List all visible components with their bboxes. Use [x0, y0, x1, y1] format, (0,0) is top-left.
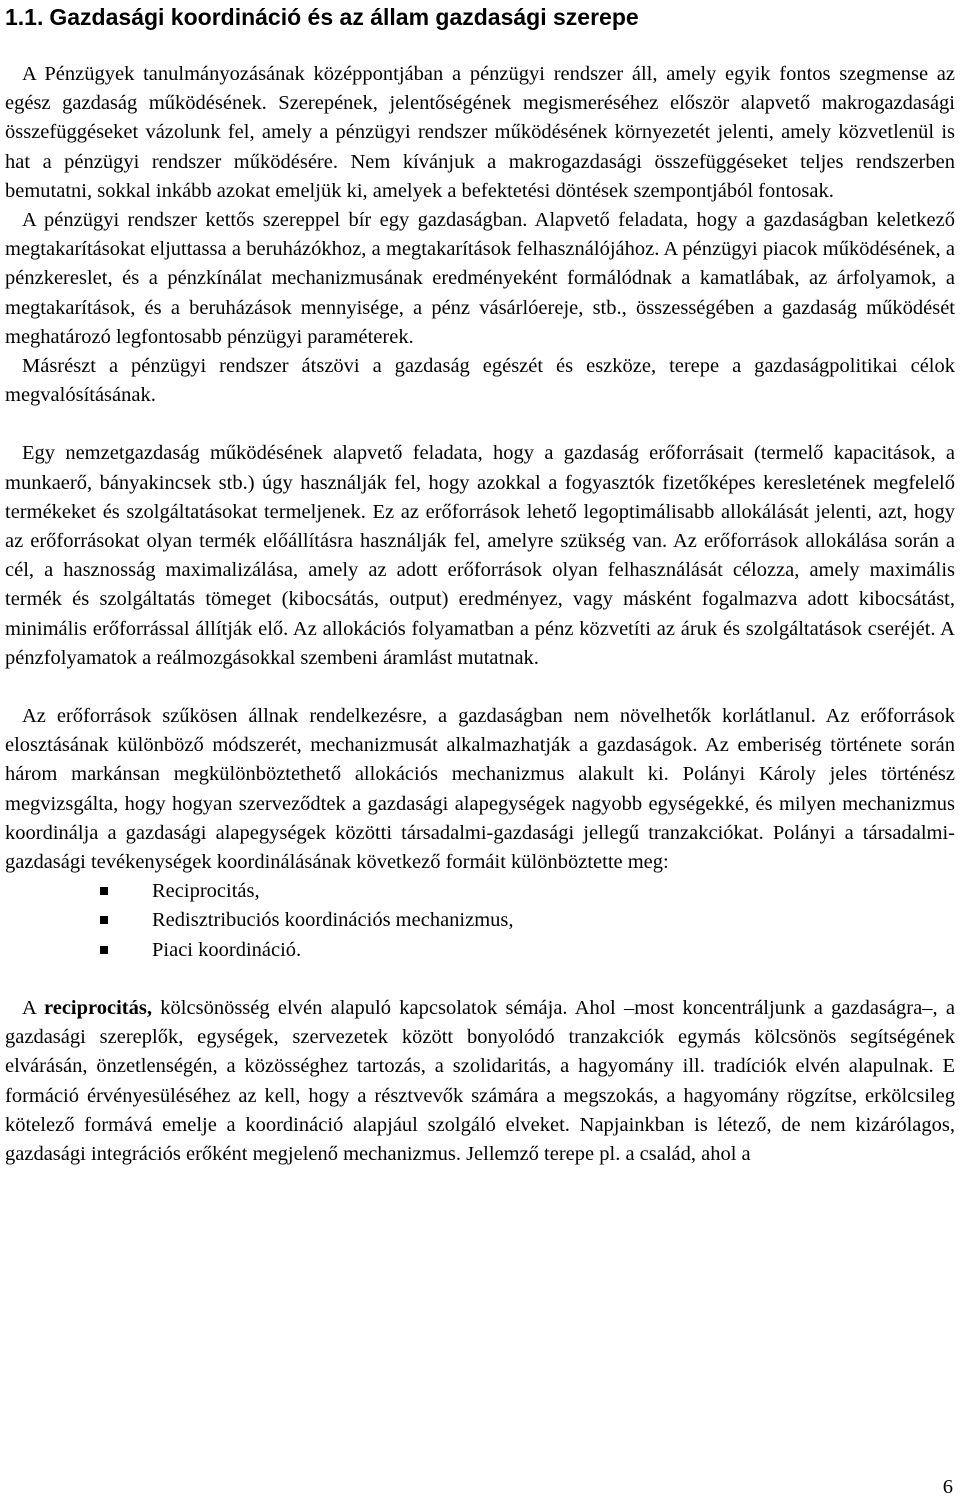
- coordination-forms-list: [5, 877, 955, 965]
- section-title: Gazdasági koordináció és az állam gazdasági szerepe: [49, 4, 639, 30]
- section-heading: [5, 0, 955, 32]
- paragraph-coordination-forms: Az erőforrások szűkösen állnak rendelkezésre, a gazdaságban nem növelhetők korlátlanul. Az erőforrások elosztásának különböző módszerét, mechanizmusát alkalmazhatják a gazdaságok. Az emberiség története során három markánsan megkülönböztethető allokációs mechanizmus alakult ki. Polányi Károly jeles történész megvizsgálta, hogy hogyan szerveződtek a gazdasági alapegységek nagyobb egységekké, és milyen mechanizmus koordinálja a gazdasági alapegységek közötti társadalmi-gazdasági jellegű tranzakciókat. Polányi a társadalmi-gazdasági tevékenységek koordinálásának következő formáit különböztette meg:: [5, 705, 955, 874]
- reciprocity-text: kölcsönösség elvén alapuló kapcsolatok sémája. Ahol –most koncentráljunk a gazdaságra–, a gazdasági szereplők, egységek, szervezetek között bonyolódó tranzakciók egymás kölcsönös segítségének elvárásán, önzetlenségén, a közösséghez tartozás, a szolidaritás, a hagyomány ill. tradíciók elvén alapulnak. E formáció érvényesüléséhez az kell, hogy a résztvevők számára a megszokás, a hagyomány rögzítse, erkölcsileg kötelező formává emelje a koordináció alapjául szolgáló elveket. Napjainkban is létező, de nem kizárólagos, gazdasági integrációs erőként megjelenő mechanizmus. Jellemző terepe pl. a család, ahol a: [5, 996, 955, 1165]
- list-item: [5, 906, 955, 935]
- list-item: [5, 936, 955, 965]
- section-number: 1.1.: [5, 4, 44, 30]
- square-bullet-icon: [100, 916, 108, 924]
- reciprocity-intro: A: [22, 996, 44, 1019]
- list-item-text: Piaci koordináció.: [152, 938, 302, 961]
- paragraph-reciprocity: [5, 994, 955, 1169]
- paragraph-intro: A Pénzügyek tanulmányozásának középpontjában a pénzügyi rendszer áll, amely egyik fontos szegmense az egész gazdaság működésének. Szerepének, jelentőségének megismeréséhez először alapvető makrogazdasági összefüggéseket vázolunk fel, amely a pénzügyi rendszer működésének környezetét jelenti, amely közvetlenül is hat a pénzügyi rendszer működésére. Nem kívánjuk a makrogazdasági összefüggéseket teljes rendszerben bemutatni, sokkal inkább azokat emeljük ki, amelyek a befektetési döntések szempontjából fontosak.: [5, 63, 955, 202]
- list-item-text: Reciprocitás,: [152, 880, 260, 903]
- list-item-text: Redisztribuciós koordinációs mechanizmus,: [152, 909, 514, 932]
- paragraph-policy-tool: Másrészt a pénzügyi rendszer átszövi a gazdaság egészét és eszköze, terepe a gazdaságpolitikai célok megvalósításának.: [5, 355, 955, 407]
- paragraph-allocation: Egy nemzetgazdaság működésének alapvető feladata, hogy a gazdaság erőforrásait (termelő kapacitások, a munkaerő, bányakincsek stb.) úgy használják fel, hogy azokkal a fogyasztók fizetőképes keresletének megfelelő termékeket és szolgáltatásokat termeljenek. Ez az erőforrások lehető legoptimálisabb allokálását jelenti, azt, hogy az erőforrásokat olyan termék előállításra használják fel, amelyre szükség van. Az erőforrások allokálása során a cél, a hasznosság maximalizálása, amely az adott erőforrások olyan felhasználását célozza, amely maximális termék és szolgáltatás tömeget (kibocsátás, output) eredményez, vagy másként fogalmazva adott kibocsátást, minimális erőforrással állítják elő. Az allokációs folyamatban a pénz közvetíti az áruk és szolgáltatások cseréjét. A pénzfolyamatok a reálmozgásokkal szembeni áramlást mutatnak.: [5, 442, 955, 669]
- paragraph-dual-role: A pénzügyi rendszer kettős szereppel bír egy gazdaságban. Alapvető feladata, hogy a gazdaságban keletkező megtakarításokat eljuttassa a beruházókhoz, a megtakarítások felhasználójához. A pénzügyi piacok működésének, a pénzkereslet, és a pénzkínálat mechanizmusának eredményeként formálódnak a kamatlábak, az árfolyamok, a megtakarítások, és a beruházások mennyisége, a pénz vásárlóereje, stb., összességében a gazdaság működését meghatározó legfontosabb pénzügyi paraméterek.: [5, 209, 955, 348]
- square-bullet-icon: [100, 887, 108, 895]
- square-bullet-icon: [100, 946, 108, 954]
- reciprocity-term: reciprocitás,: [44, 996, 152, 1019]
- list-item: [5, 877, 955, 906]
- page-number: 6: [942, 1476, 953, 1498]
